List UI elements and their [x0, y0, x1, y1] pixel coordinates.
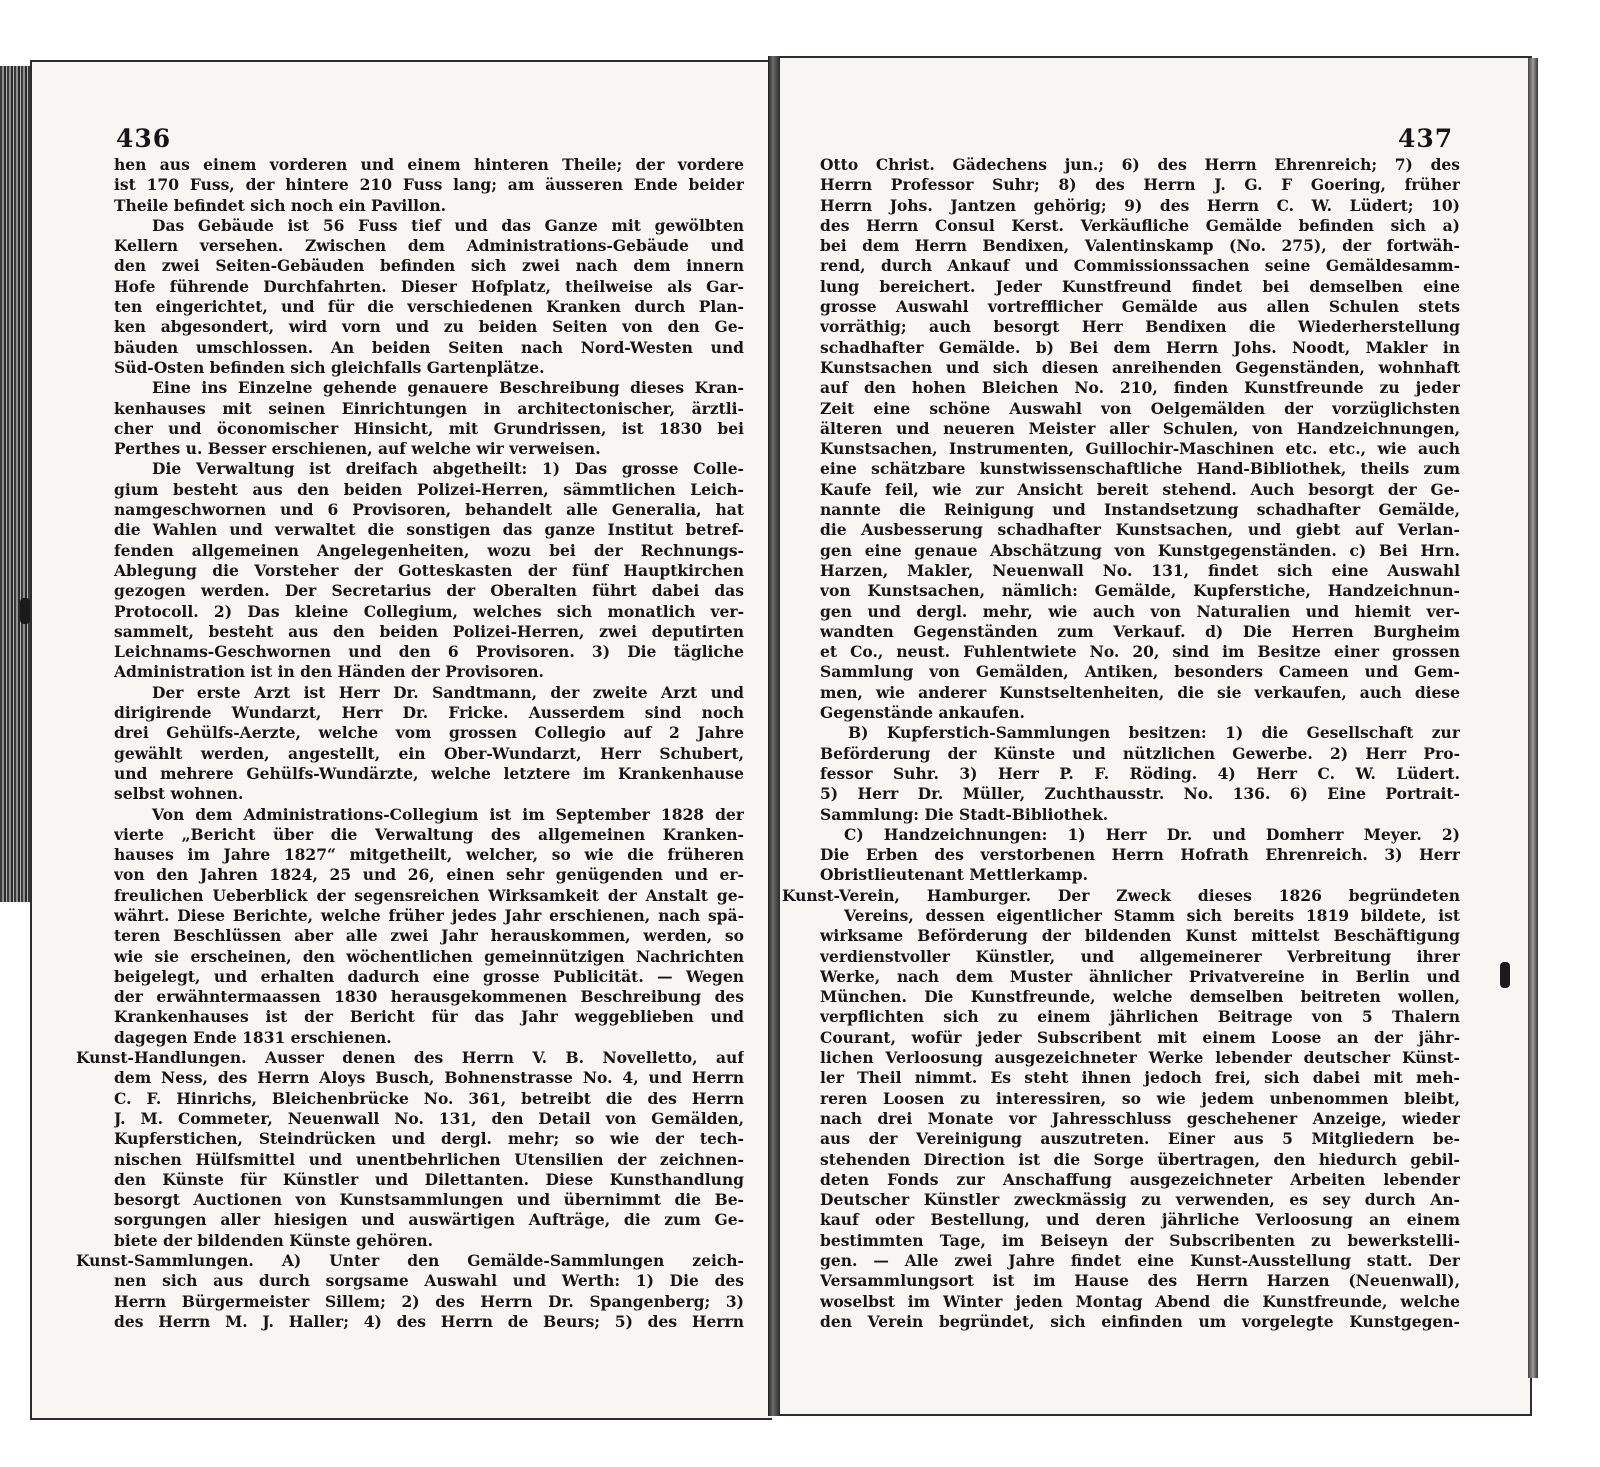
text-line: ten eingerichtet, und für die verschiedenen Kranken durch Plan-	[114, 297, 744, 317]
text-line: Beförderung der Künste und nützlichen Gewerbe. 2) Herr Pro-	[820, 743, 1460, 763]
text-line: Die Erben des verstorbenen Herrn Hofrath Ehrenreich. 3) Herr	[820, 845, 1460, 865]
text-line: Otto Christ. Gädechens jun.; 6) des Herrn Ehrenreich; 7) des	[820, 155, 1460, 174]
text-line: namgeschwornen und 6 Provisoren, behandelt alle Generalia, hat	[114, 500, 744, 520]
page-number-right: 437	[1398, 124, 1454, 153]
text-line: von den Jahren 1824, 25 und 26, einen sehr genügenden und er-	[114, 865, 744, 885]
text-line: kauf oder Bestellung, und deren jährliche Verloosung an einem	[820, 1210, 1460, 1230]
text-line: Vereins, dessen eigentlicher Stamm sich bereits 1819 bildete, ist	[844, 905, 1460, 925]
text-line: teren Beschlüssen aber alle zwei Jahr herauskommen, werden, so	[114, 926, 744, 946]
text-line: älteren und neueren Meister aller Schulen, von Handzeichnungen,	[820, 418, 1460, 438]
text-line: Theile befindet sich noch ein Pavillon.	[114, 195, 446, 215]
text-line: nannte die Reinigung und Instandsetzung schadhafter Gemälde,	[820, 500, 1460, 520]
text-line: reren Loosen zu interessiren, so wie jedem unbenommen bleibt,	[820, 1088, 1460, 1108]
text-line: lichen Verloosung ausgezeichneter Werke lebender deutscher Künst-	[820, 1048, 1460, 1068]
text-line: hen aus einem vorderen und einem hinteren Theile; der vordere	[114, 155, 744, 174]
text-line: fenden allgemeinen Angelegenheiten, wozu bei der Rechnungs-	[114, 540, 744, 560]
text-line: lung bereichert. Jeder Kunstfreund findet bei demselben eine	[820, 276, 1460, 296]
book-edge-left	[0, 66, 30, 902]
text-line: Sammlung: Die Stadt-Bibliothek.	[820, 804, 1109, 824]
text-line: des Herrn Consul Kerst. Verkäufliche Gemälde befinden sich a)	[820, 215, 1460, 235]
text-line: gezogen werden. Der Secretarius der Oberalten führt dabei das	[114, 581, 744, 601]
text-line: dirigirende Wundarzt, Herr Dr. Fricke. Ausserdem sind noch	[114, 703, 744, 723]
left-page-text	[76, 155, 744, 1332]
text-line: ler Theil nimmt. Es steht ihnen jedoch frei, sich dabei mit meh-	[820, 1068, 1460, 1088]
text-line: Süd-Osten befinden sich gleichfalls Gartenplätze.	[114, 357, 545, 377]
text-line: hauses im Jahre 1827“ mitgetheilt, welcher, so wie die früheren	[114, 845, 744, 865]
right-page-text	[782, 155, 1460, 1332]
text-line: sammelt, besteht aus den beiden Polizei-Herren, zwei deputirten	[114, 621, 744, 641]
text-line: Courant, wofür jeder Subscribent mit einem Loose an der jähr-	[820, 1027, 1460, 1047]
text-line: Kellern versehen. Zwischen dem Administrations-Gebäude und	[114, 236, 744, 256]
ink-smudge	[20, 598, 30, 624]
text-line: woselbst im Winter jeden Montag Abend die Kunstfreunde, welche	[820, 1291, 1460, 1311]
text-line: stehenden Direction ist die Sorge übertragen, den hiedurch gebil-	[820, 1149, 1460, 1169]
text-line: besorgt Auctionen von Kunstsammlungen und übernimmt die Be-	[114, 1190, 744, 1210]
text-line: währt. Diese Berichte, welche früher jedes Jahr erschienen, nach spä-	[114, 905, 744, 925]
text-line: ist 170 Fuss, der hintere 210 Fuss lang; am äusseren Ende beider	[114, 175, 744, 195]
text-line: gium besteht aus den beiden Polizei-Herren, sämmtlichen Leich-	[114, 479, 744, 499]
text-line: bäuden umschlossen. An beiden Seiten nach Nord-Westen und	[114, 337, 744, 357]
text-line: wie sie erscheinen, den wöchentlichen gemeinnützigen Nachrichten	[114, 946, 744, 966]
text-line: beigelegt, und erhalten dadurch eine grosse Publicität. — Wegen	[114, 966, 744, 986]
text-line: des Herrn M. J. Haller; 4) des Herrn de Beurs; 5) des Herrn	[114, 1311, 744, 1331]
text-line: München. Die Kunstfreunde, welche demselben beitreten wollen,	[820, 987, 1460, 1007]
text-line: auf den hohen Bleichen No. 210, finden Kunstfreunde zu jeder	[820, 378, 1460, 398]
text-line: nischen Hülfsmittel und unentbehrlichen Utensilien der zeichnen-	[114, 1149, 744, 1169]
text-line: fessor Suhr. 3) Herr P. F. Röding. 4) Herr C. W. Lüdert.	[820, 763, 1460, 783]
text-line: cher und öconomischer Hinsicht, mit Grundrissen, ist 1830 bei	[114, 418, 744, 438]
text-line: Kupferstichen, Steindrücken und dergl. mehr; so wie der tech-	[114, 1129, 744, 1149]
text-line: die Wahlen und verwaltet die sonstigen das ganze Institut betref-	[114, 520, 744, 540]
text-line: und mehrere Gehülfs-Wundärzte, welche letztere im Krankenhause	[114, 763, 744, 783]
text-line: wandten Gegenständen zum Verkauf. d) Die Herren Burgheim	[820, 621, 1460, 641]
book-edge-right	[1528, 58, 1538, 1378]
text-line: den Verein begründet, sich einfinden um vorgelegte Kunstgegen-	[820, 1311, 1460, 1331]
text-line: C. F. Hinrichs, Bleichenbrücke No. 361, betreibt die des Herrn	[114, 1088, 744, 1108]
text-line: bestimmten Tage, im Beiseyn der Subscribenten zu bewerkstelli-	[820, 1230, 1460, 1250]
text-line: grosse Auswahl vortrefflicher Gemälde aus allen Schulen stets	[820, 297, 1460, 317]
text-line: vorräthig; auch besorgt Herr Bendixen die Wiederherstellung	[820, 317, 1460, 337]
text-line: Hofe führende Durchfahrten. Dieser Hofplatz, theilweise als Gar-	[114, 276, 744, 296]
text-line: Kunst-Sammlungen. A) Unter den Gemälde-Sammlungen zeich-	[76, 1251, 744, 1271]
text-line: nen sich aus durch sorgsame Auswahl und Werth: 1) Die des	[114, 1271, 744, 1291]
text-line: B) Kupferstich-Sammlungen besitzen: 1) die Gesellschaft zur	[848, 723, 1460, 743]
text-line: den Künste für Künstler und Dilettanten. Diese Kunsthandlung	[114, 1169, 744, 1189]
text-line: Ablegung die Vorsteher der Gotteskasten der fünf Hauptkirchen	[114, 560, 744, 580]
text-line: Herrn Bürgermeister Sillem; 2) des Herrn Dr. Spangenberg; 3)	[114, 1291, 744, 1311]
text-line: von Kunstsachen, nämlich: Gemälde, Kupferstiche, Handzeichnun-	[820, 581, 1460, 601]
text-line: freulichen Ueberblick der segensreichen Wirksamkeit der Anstalt ge-	[114, 885, 744, 905]
text-line: die Ausbesserung schadhafter Kunstsachen, und giebt auf Verlan-	[820, 520, 1460, 540]
text-line: Obristlieutenant Mettlerkamp.	[820, 865, 1089, 885]
text-line: Krankenhauses ist der Bericht für das Jahr weggeblieben und	[114, 1007, 744, 1027]
text-line: gen eine genaue Abschätzung von Kunstgegenständen. c) Bei Hrn.	[820, 540, 1460, 560]
text-line: bei dem Herrn Bendixen, Valentinskamp (No. 275), der fortwäh-	[820, 236, 1460, 256]
text-line: Von dem Administrations-Collegium ist im September 1828 der	[152, 804, 744, 824]
text-line: biete der bildenden Künste gehören.	[114, 1230, 434, 1250]
text-line: Versammlungsort ist im Hause des Herrn Harzen (Neuenwall),	[820, 1271, 1460, 1291]
text-line: Deutscher Künstler zweckmässig zu verwenden, es sey durch An-	[820, 1190, 1460, 1210]
text-line: Harzen, Makler, Neuenwall No. 131, findet sich eine Auswahl	[820, 560, 1460, 580]
text-line: schadhafter Gemälde. b) Bei dem Herrn Johs. Noodt, Makler in	[820, 337, 1460, 357]
text-line: Administration ist in den Händen der Provisoren.	[114, 662, 544, 682]
text-line: Herrn Professor Suhr; 8) des Herrn J. G. F Goering, früher	[820, 175, 1460, 195]
text-line: Der erste Arzt ist Herr Dr. Sandtmann, der zweite Arzt und	[152, 682, 744, 702]
text-line: den zwei Seiten-Gebäuden befinden sich zwei nach dem innern	[114, 256, 744, 276]
text-line: rend, durch Ankauf und Commissionssachen seine Gemäldesamm-	[820, 256, 1460, 276]
text-line: deten Fonds zur Anschaffung ausgezeichneter Arbeiten lebender	[820, 1169, 1460, 1189]
text-line: kenhauses mit seinen Einrichtungen in architectonischer, ärztli-	[114, 398, 744, 418]
text-line: C) Handzeichnungen: 1) Herr Dr. und Domherr Meyer. 2)	[844, 824, 1460, 844]
text-line: dem Ness, des Herrn Aloys Busch, Bohnenstrasse No. 4, und Herrn	[114, 1068, 744, 1088]
text-line: et Co., neust. Fuhlentwiete No. 20, sind im Besitze einer grossen	[820, 642, 1460, 662]
text-line: Protocoll. 2) Das kleine Collegium, welches sich monatlich ver-	[114, 601, 744, 621]
text-line: selbst wohnen.	[114, 784, 244, 804]
book-gutter	[768, 56, 780, 1416]
text-line: vierte „Bericht über die Verwaltung des allgemeinen Kranken-	[114, 824, 744, 844]
text-line: sorgungen aller hiesigen und auswärtigen Aufträge, die zum Ge-	[114, 1210, 744, 1230]
text-line: Leichnams-Geschwornen und den 6 Provisoren. 3) Die tägliche	[114, 642, 744, 662]
text-line: Kunst-Handlungen. Ausser denen des Herrn V. B. Novelletto, auf	[76, 1048, 744, 1068]
text-line: Das Gebäude ist 56 Fuss tief und das Ganze mit gewölbten	[152, 215, 744, 235]
text-line: Herrn Johs. Jantzen gehörig; 9) des Herrn C. W. Lüdert; 10)	[820, 195, 1460, 215]
ink-smudge	[1500, 962, 1510, 988]
text-line: Zeit eine schöne Auswahl von Oelgemälden der vorzüglichsten	[820, 398, 1460, 418]
text-line: eine schätzbare kunstwissenschaftliche Hand-Bibliothek, theils zum	[820, 459, 1460, 479]
text-line: wirksame Beförderung der bildenden Kunst mittelst Beschäftigung	[820, 926, 1460, 946]
text-line: verpflichten sich zu einem jährlichen Beitrage von 5 Thalern	[820, 1007, 1460, 1027]
text-line: Sammlung von Gemälden, Antiken, besonders Cameen und Gem-	[820, 662, 1460, 682]
text-line: Gegenstände ankaufen.	[820, 703, 1025, 723]
text-line: der erwähntermaassen 1830 herausgekommenen Beschreibung des	[114, 987, 744, 1007]
text-line: J. M. Commeter, Neuenwall No. 131, den Detail von Gemälden,	[114, 1108, 744, 1128]
text-line: Werke, nach dem Muster ähnlicher Privatvereine in Berlin und	[820, 966, 1460, 986]
page-number-left: 436	[116, 124, 172, 153]
text-line: aus der Vereinigung auszutreten. Einer aus 5 Mitgliedern be-	[820, 1129, 1460, 1149]
text-line: Kunstsachen und sich diesen anreihenden Gegenständen, wohnhaft	[820, 357, 1460, 377]
text-line: Kunst-Verein, Hamburger. Der Zweck dieses 1826 begründeten	[782, 885, 1460, 905]
text-line: Kaufe feil, wie zur Ansicht bereit stehend. Auch besorgt der Ge-	[820, 479, 1460, 499]
text-line: dagegen Ende 1831 erschienen.	[114, 1027, 392, 1047]
text-line: gen und dergl. mehr, wie auch von Naturalien und hiemit ver-	[820, 601, 1460, 621]
text-line: men, wie anderer Kunstseltenheiten, die sie verkaufen, auch diese	[820, 682, 1460, 702]
text-line: Kunstsachen, Instrumenten, Guillochir-Maschinen etc. etc., wie auch	[820, 439, 1460, 459]
text-line: Die Verwaltung ist dreifach abgetheilt: 1) Das grosse Colle-	[152, 459, 744, 479]
text-line: Eine ins Einzelne gehende genauere Beschreibung dieses Kran-	[152, 378, 744, 398]
text-line: drei Gehülfs-Aerzte, welche vom grossen Collegio auf 2 Jahre	[114, 723, 744, 743]
text-line: gewählt werden, angestellt, ein Ober-Wundarzt, Herr Schubert,	[114, 743, 744, 763]
text-line: ken abgesondert, wird vorn und zu beiden Seiten von den Ge-	[114, 317, 744, 337]
text-line: gen. — Alle zwei Jahre findet eine Kunst-Ausstellung statt. Der	[820, 1251, 1460, 1271]
text-line: 5) Herr Dr. Müller, Zuchthausstr. No. 136. 6) Eine Portrait-	[820, 784, 1460, 804]
text-line: nach drei Monate vor Jahresschluss geschehener Anzeige, wieder	[820, 1108, 1460, 1128]
text-line: verdienstvoller Künstler, und allgemeinerer Verbreitung ihrer	[820, 946, 1460, 966]
text-line: Perthes u. Besser erschienen, auf welche wir verweisen.	[114, 439, 601, 459]
